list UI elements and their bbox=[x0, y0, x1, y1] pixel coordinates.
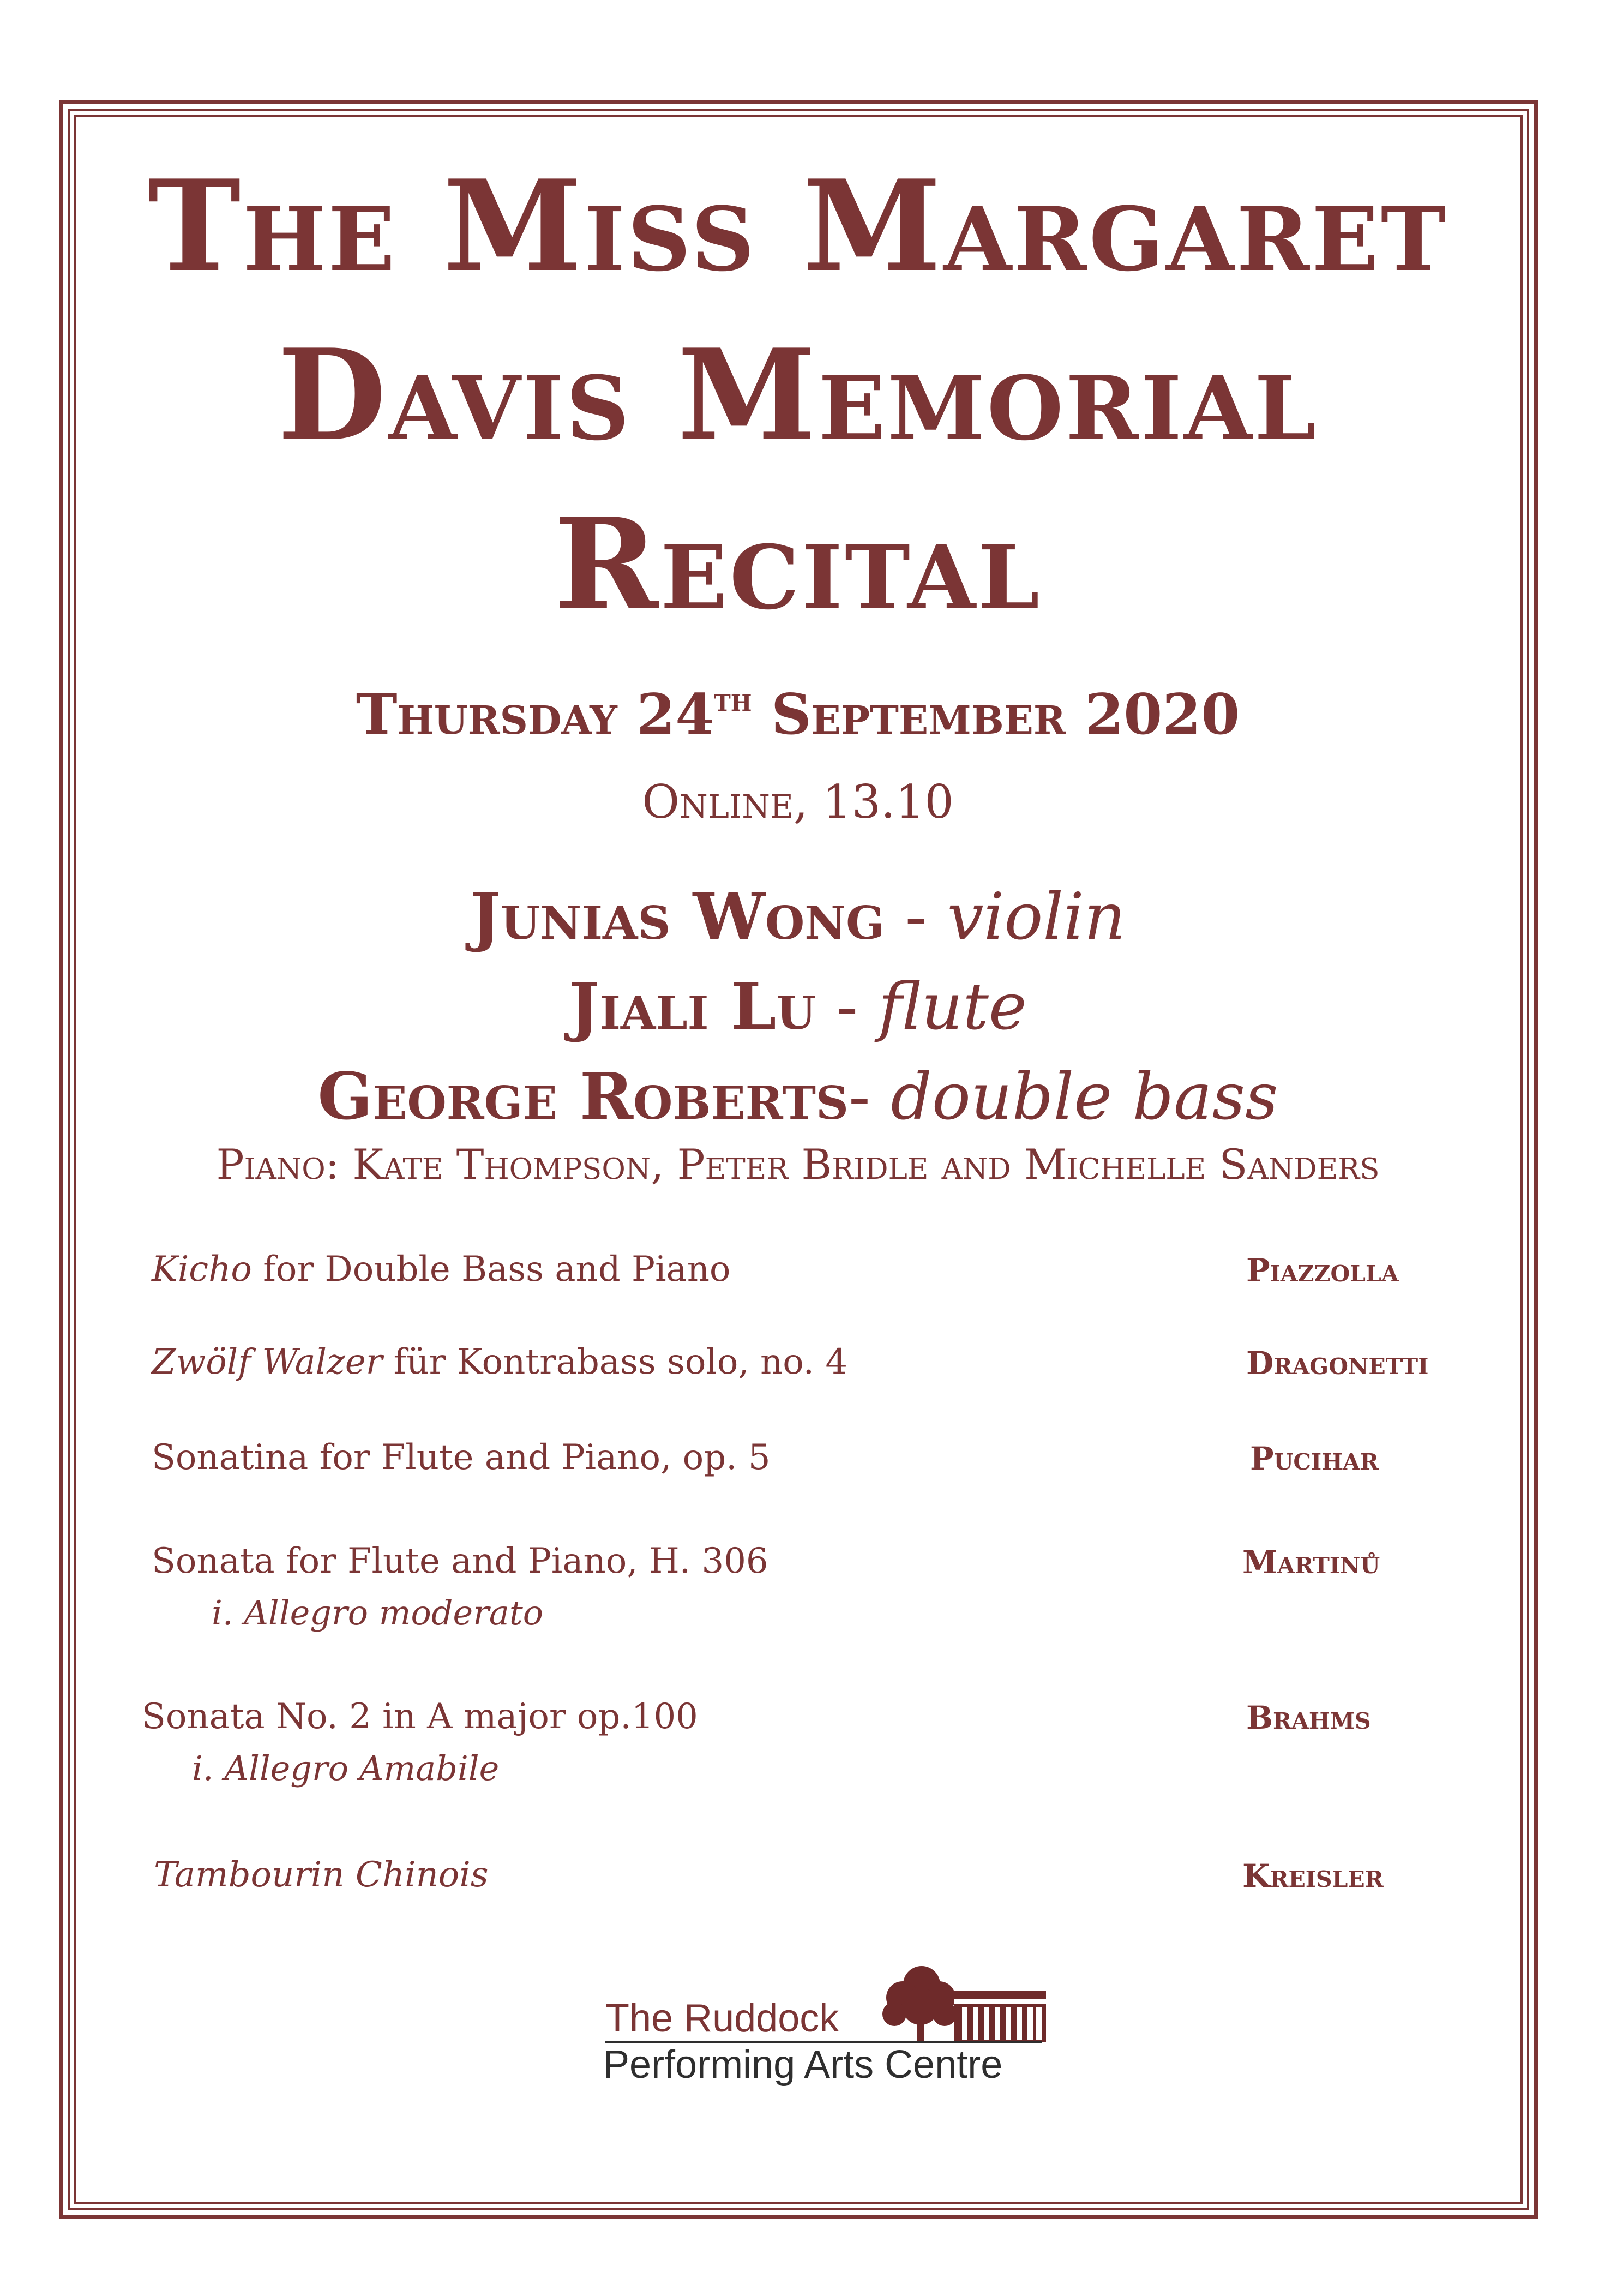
performer-instrument: double bass bbox=[891, 1059, 1278, 1134]
venue-logo bbox=[600, 1964, 1053, 2095]
title-line-2: Davis Memorial bbox=[277, 322, 1319, 469]
date-day: Thursday 24 bbox=[356, 682, 714, 747]
programme-item-6-composer: Kreisler bbox=[1242, 1857, 1384, 1895]
programme-item-1-title bbox=[152, 1246, 730, 1292]
logo-text-line-1: The Ruddock bbox=[605, 1997, 839, 2040]
pianists-line: Piano: Kate Thompson, Peter Bridle and Michelle Sanders bbox=[216, 1140, 1380, 1189]
programme-item-2-title bbox=[152, 1339, 847, 1385]
event-venue: Online, 13.10 bbox=[642, 775, 954, 829]
work-title-rest: Sonata No. 2 in A major op.100 bbox=[142, 1696, 698, 1737]
logo-text-line-2: Performing Arts Centre bbox=[603, 2043, 1003, 2087]
programme-item-4-movement: i. Allegro moderato bbox=[212, 1593, 544, 1633]
performer-name: Jiali Lu bbox=[569, 968, 816, 1044]
programme-item-3-title bbox=[152, 1435, 771, 1480]
work-title-italic: Zwölf Walzer bbox=[152, 1342, 383, 1382]
programme-item-3-composer: Pucihar bbox=[1250, 1440, 1379, 1477]
performer-name: Junias Wong bbox=[470, 878, 885, 954]
work-title-rest: für Kontrabass solo, no. 4 bbox=[382, 1342, 848, 1382]
performer-1 bbox=[82, 876, 1514, 957]
programme-item-2-composer: Dragonetti bbox=[1246, 1345, 1429, 1382]
performer-2 bbox=[82, 966, 1514, 1047]
date-rest: September 2020 bbox=[752, 682, 1240, 747]
performer-separator: - bbox=[848, 1059, 891, 1134]
programme-item-5-movement: i. Allegro Amabile bbox=[192, 1748, 500, 1788]
performer-instrument: flute bbox=[878, 969, 1027, 1044]
title-line-3: Recital bbox=[554, 491, 1042, 638]
event-date bbox=[82, 679, 1514, 750]
performer-instrument: violin bbox=[947, 879, 1126, 954]
work-title-rest: for Double Bass and Piano bbox=[251, 1249, 731, 1290]
programme-item-6-title bbox=[154, 1852, 489, 1898]
work-title-italic: Kicho bbox=[152, 1249, 252, 1290]
programme-item-1-composer: Piazzolla bbox=[1246, 1252, 1399, 1289]
date-suffix: th bbox=[714, 681, 752, 718]
work-title-rest: Sonatina for Flute and Piano, op. 5 bbox=[152, 1437, 771, 1478]
performer-separator: - bbox=[885, 879, 947, 954]
programme-item-5-composer: Brahms bbox=[1246, 1699, 1371, 1736]
work-title-rest: Sonata for Flute and Piano, H. 306 bbox=[152, 1541, 768, 1581]
programme-item-5-title bbox=[142, 1694, 698, 1740]
programme-item-4-title bbox=[152, 1538, 768, 1584]
tree-and-building-icon bbox=[873, 1964, 1053, 2046]
programme-item-4-composer: Martinů bbox=[1242, 1544, 1380, 1581]
title-line-1: The Miss Margaret bbox=[147, 153, 1448, 300]
performer-separator: - bbox=[815, 969, 879, 1044]
work-title-italic: Tambourin Chinois bbox=[154, 1855, 489, 1895]
performer-name: George Roberts bbox=[317, 1058, 849, 1134]
performer-3 bbox=[82, 1056, 1514, 1137]
